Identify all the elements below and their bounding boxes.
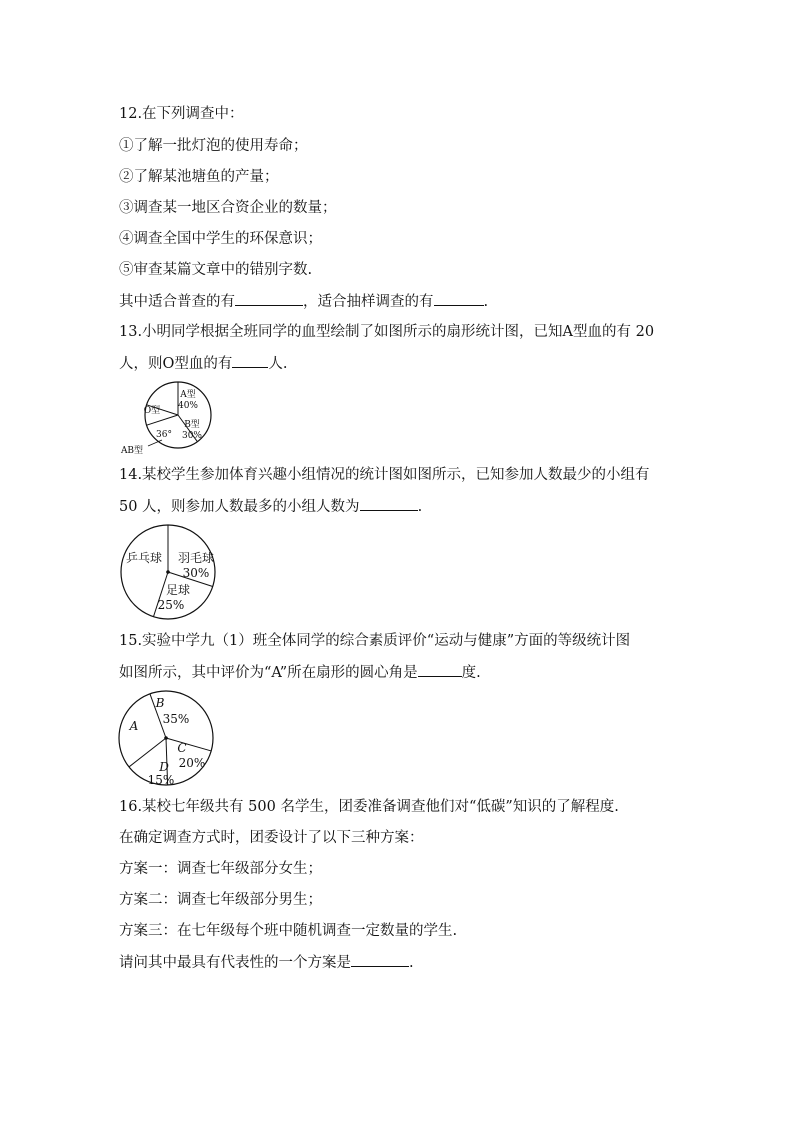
q15-blank[interactable] — [418, 662, 462, 677]
q12-answer-line — [119, 291, 488, 312]
q16-plan-3: 方案三：在七年级每个班中随机调查一定数量的学生. — [119, 923, 458, 939]
slice-label-c: C — [177, 741, 187, 755]
q13-text-a: 人，则O型血的有 — [119, 356, 233, 372]
q12-answer-text-end: . — [483, 294, 489, 310]
q15-text-a: 如图所示，其中评价为“A”所在扇形的圆心角是 — [119, 665, 418, 681]
q12-blank-census[interactable] — [235, 291, 303, 306]
slice-label-ab: AB型 — [120, 446, 144, 456]
slice-label-pingpong: 乒乓球 — [125, 551, 163, 565]
slice-value-badminton: 30% — [182, 566, 210, 580]
q15-line-2 — [119, 662, 481, 683]
q12-item-5: ⑤审查某篇文章中的错别字数. — [119, 262, 313, 278]
slice-label-a: A — [129, 719, 139, 733]
q13-text-b: 人. — [268, 356, 288, 372]
q12-item-2: ②了解某池塘鱼的产量； — [119, 169, 279, 185]
q14-line-2 — [119, 496, 422, 517]
q12-blank-sampling[interactable] — [434, 291, 484, 306]
q16-text-a: 请问其中最具有代表性的一个方案是 — [119, 955, 351, 971]
slice-label-o: O型 — [143, 406, 161, 416]
q14-text-a: 50 人，则参加人数最多的小组人数为 — [119, 499, 360, 515]
q12-answer-text-a: 其中适合普查的有 — [119, 294, 235, 310]
slice-label-a: A型 — [180, 390, 196, 400]
slice-value-football: 25% — [157, 598, 185, 612]
pie-center-dot — [166, 570, 170, 574]
slice-value-d: 15% — [147, 773, 175, 787]
q12-item-4: ④调查全国中学生的环保意识； — [119, 231, 322, 247]
slice-label-football: 足球 — [165, 583, 191, 597]
q16-blank[interactable] — [351, 952, 409, 967]
slice-label-b: B — [155, 696, 165, 710]
pie-slice-divider — [147, 415, 178, 425]
slice-value-a: 40% — [177, 401, 199, 411]
pie-center-dot — [164, 736, 168, 740]
slice-value-b: 35% — [162, 712, 190, 726]
q13-line-1: 13.小明同学根据全班同学的血型绘制了如图所示的扇形统计图，已知A型血的有 20 — [119, 324, 655, 340]
q12-answer-text-mid: ，适合抽样调查的有 — [303, 294, 434, 310]
q14-text-b: . — [417, 499, 423, 515]
q15-line-1: 15.实验中学九（1）班全体同学的综合素质评价“运动与健康”方面的等级统计图 — [119, 633, 631, 649]
slice-label-d: D — [159, 760, 169, 774]
q16-plan-1: 方案一：调查七年级部分女生； — [119, 861, 322, 877]
slice-label-b: B型 — [184, 420, 200, 430]
blood-type-pie-chart — [118, 380, 218, 456]
q14-blank[interactable] — [360, 496, 418, 511]
q15-text-b: 度. — [461, 665, 481, 681]
q12-item-1: ①了解一批灯泡的使用寿命； — [119, 138, 308, 154]
grade-pie-chart — [118, 688, 218, 788]
pie-slice-divider — [166, 738, 211, 751]
q12-item-3: ③调查某一地区合资企业的数量； — [119, 200, 337, 216]
slice-angle-annotation: 36° — [156, 430, 172, 440]
q16-plan-2: 方案二：调查七年级部分男生； — [119, 892, 322, 908]
q16-line-1: 16.某校七年级共有 500 名学生，团委准备调查他们对“低碳”知识的了解程度. — [119, 799, 619, 815]
slice-value-c: 20% — [178, 756, 206, 770]
q13-blank[interactable] — [232, 353, 268, 368]
q16-last-line — [119, 952, 414, 973]
q16-line-2: 在确定调查方式时，团委设计了以下三种方案： — [119, 830, 424, 846]
q16-text-b: . — [409, 955, 414, 971]
q12-title: 12.在下列调查中： — [119, 106, 244, 122]
slice-value-b: 30% — [181, 431, 203, 441]
q13-line-2 — [119, 353, 288, 374]
sports-group-pie-chart — [118, 522, 222, 622]
slice-label-badminton: 羽毛球 — [177, 551, 215, 565]
q14-line-1: 14.某校学生参加体育兴趣小组情况的统计图如图所示，已知参加人数最少的小组有 — [119, 467, 650, 483]
